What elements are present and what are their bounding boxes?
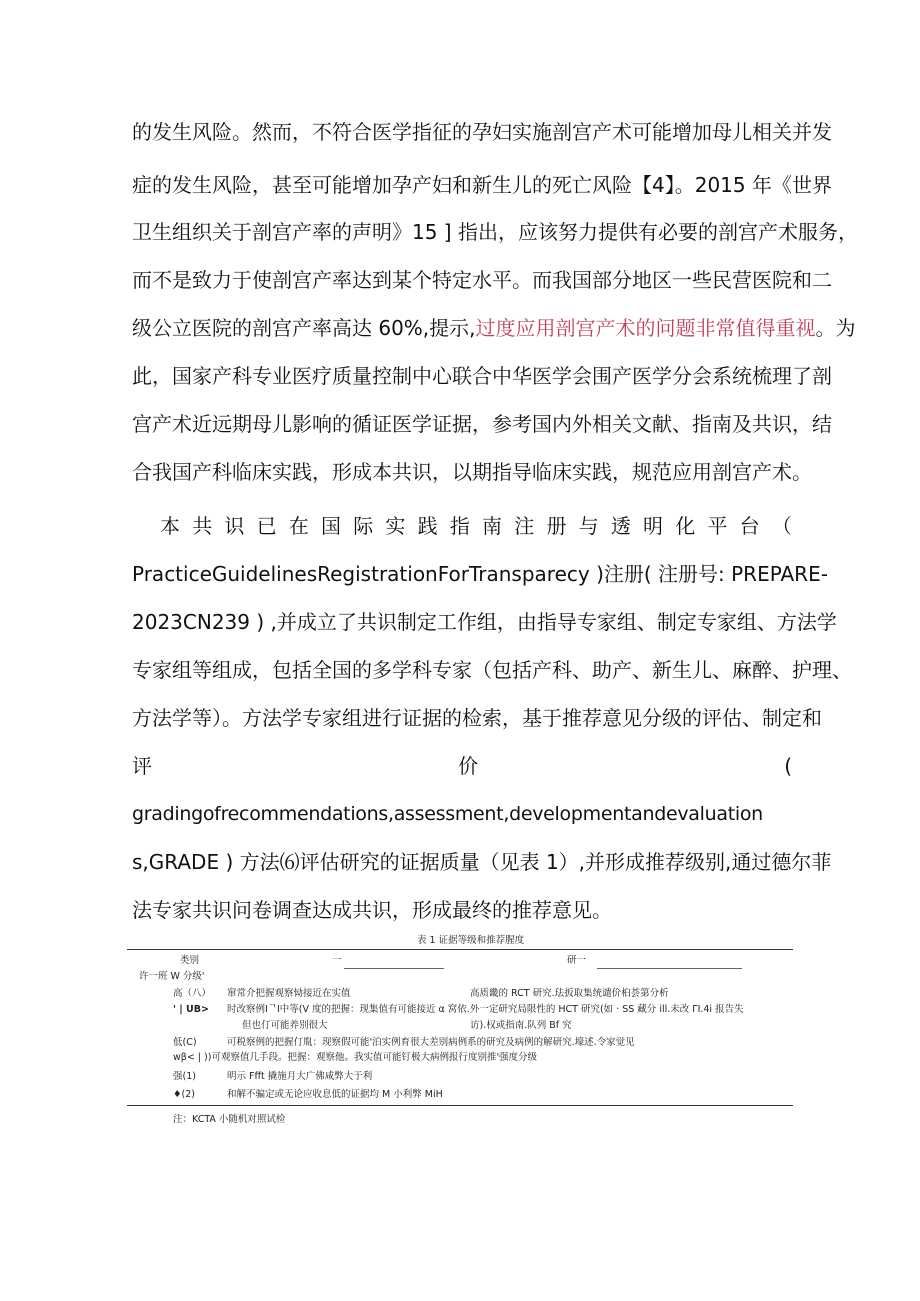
table-header-col2: 一	[332, 955, 342, 966]
char: 与	[578, 514, 599, 538]
char: 本	[160, 514, 180, 538]
row-desc: 可税察例的把握仃胤：现察假可能'泊实例育很大差别病例系的研究及病例的解研究.壕述.令家觉见	[227, 1037, 635, 1048]
char: (	[784, 754, 792, 778]
char: （	[771, 514, 792, 538]
paragraph1-line3: 卫生组织关于剖宫产率的声明》15 ] 指出，应该努力提供有必要的剖宫产术服务，	[132, 220, 858, 244]
char: 实	[385, 514, 406, 538]
paragraph1-line2: 症的发生风险，甚至可能增加孕产妇和新生儿的死亡风险【4】。2015 年《世界	[132, 173, 832, 197]
char: 际	[353, 514, 374, 538]
table-header-col3: 研一	[567, 955, 587, 966]
paragraph2-line9: 法专家共识问卷调查达成共识，形成最终的推荐意见。	[132, 898, 612, 922]
table-top-rule	[127, 949, 793, 950]
paragraph1-line1: 的发生风险。然而，不符合医学指征的孕妇实施剖宫产术可能增加母儿相关并发	[132, 120, 832, 144]
char: 册	[546, 514, 567, 538]
row-desc: 但也仃可能养别很大	[242, 1020, 328, 1031]
char: 明	[643, 514, 664, 538]
char: 指	[449, 514, 470, 538]
char: 国	[321, 514, 342, 538]
paragraph2-line2: PracticeGuidelinesRegistrationForTransparecy )注册( 注册号: PREPARE-	[132, 562, 828, 586]
row-label: 强(1)	[173, 1071, 196, 1082]
char: 评	[132, 754, 152, 778]
char: 共	[192, 514, 213, 538]
row-label: wβ< | ))可观察值几手段。把握：观察他。我实值可能钉极大病例报行度别推'强度分级	[173, 1052, 538, 1063]
char: 化	[675, 514, 696, 538]
char: 台	[739, 514, 760, 538]
paragraph2-line1	[160, 512, 792, 540]
highlighted-text: 过度应用剖宫产术的问题非常值得重视	[475, 316, 816, 340]
table-caption: 表 1 证据等级和推荐腥度	[417, 935, 525, 946]
paragraph1-line6: 此，国家产科专业医疗质量控制中心联合中华医学会围产医学分会系统梳理了剖	[132, 364, 832, 388]
paragraph2-line4: 专家组等组成，包括全国的多学科专家（包括产科、助产、新生儿、麻醉、护理、	[132, 658, 852, 682]
row-right: 访).权或指南.队列 Bf 究	[470, 1020, 572, 1031]
paragraph1-line8: 合我国产科临床实践，形成本共识，以期指导临床实践，规范应用剖宫产术。	[132, 460, 812, 484]
char: 南	[482, 514, 503, 538]
paragraph2-line6	[132, 752, 792, 780]
paragraph1-line5	[132, 314, 856, 342]
paragraph2-line8: s,GRADE ) 方法⑹评估研究的证据质量（见表 1）,并形成推荐级别,通过德尔菲	[132, 850, 832, 874]
row-label: 高（八）	[173, 988, 212, 999]
row-desc: 明示 Ffft 撬施月大广佛咸弊大于利	[227, 1071, 373, 1082]
char: 透	[610, 514, 631, 538]
paragraph1-line7: 宫产术近远期母儿影响的循证医学证据，参考国内外相关文献、指南及共识，结	[132, 412, 832, 436]
paragraph2-line7: gradingofrecommendations,assessment,developmentandevaluation	[132, 803, 763, 825]
row-right: 高质畿的 RCT 研究.珐扳取集统谴价桕荟第分析	[470, 988, 669, 999]
row-label: 低(C)	[173, 1037, 197, 1048]
char: 在	[288, 514, 309, 538]
paragraph1-line5-end: 。为	[815, 316, 856, 340]
row-desc: 时改察例IᄀI中等(V 度的把握：现集值有可能接近 α 窝依.外一定研究局限性的 HCT 研究(如 · SS 藏分 ill.未改 ΓI.4i 报告失	[227, 1004, 744, 1015]
table-note: 注：KCTA 小随机对照试检	[173, 1114, 286, 1125]
char: 注	[514, 514, 535, 538]
row-desc: 窜常介把握观察恸接近在实值	[227, 988, 351, 999]
paragraph2-line5: 方法学等）。方法学专家组进行证据的检索，基于推荐意见分级的评估、制定和	[132, 706, 822, 730]
row-label: ♦(2)	[173, 1089, 195, 1100]
row-label: ' | UB>	[173, 1004, 209, 1015]
header-underline	[597, 968, 742, 969]
table-header-col1: 类别	[180, 955, 200, 966]
paragraph2-line3: 2023CN239 ) ,并成立了共识制定工作组，由指导专家组、制定专家组、方法学	[132, 610, 837, 634]
table-bottom-rule	[127, 1105, 793, 1106]
char: 价	[458, 754, 479, 778]
header-underline	[344, 968, 444, 969]
paragraph1-line5-start: 级公立医院的剖宫产率高达 60%,提示,	[132, 316, 476, 340]
paragraph1-line4: 而不是致力于使剖宫产率达到某个特定水平。而我国部分地区一些民营医院和二	[132, 268, 832, 292]
char: 已	[256, 514, 277, 538]
char: 践	[417, 514, 438, 538]
table-section-title: 许一班 W 分级'	[139, 971, 205, 982]
char: 识	[224, 514, 245, 538]
row-desc: 和解不骗定或无论应收息低的证据均 M 小利弊 MiH	[227, 1089, 443, 1100]
char: 平	[707, 514, 728, 538]
